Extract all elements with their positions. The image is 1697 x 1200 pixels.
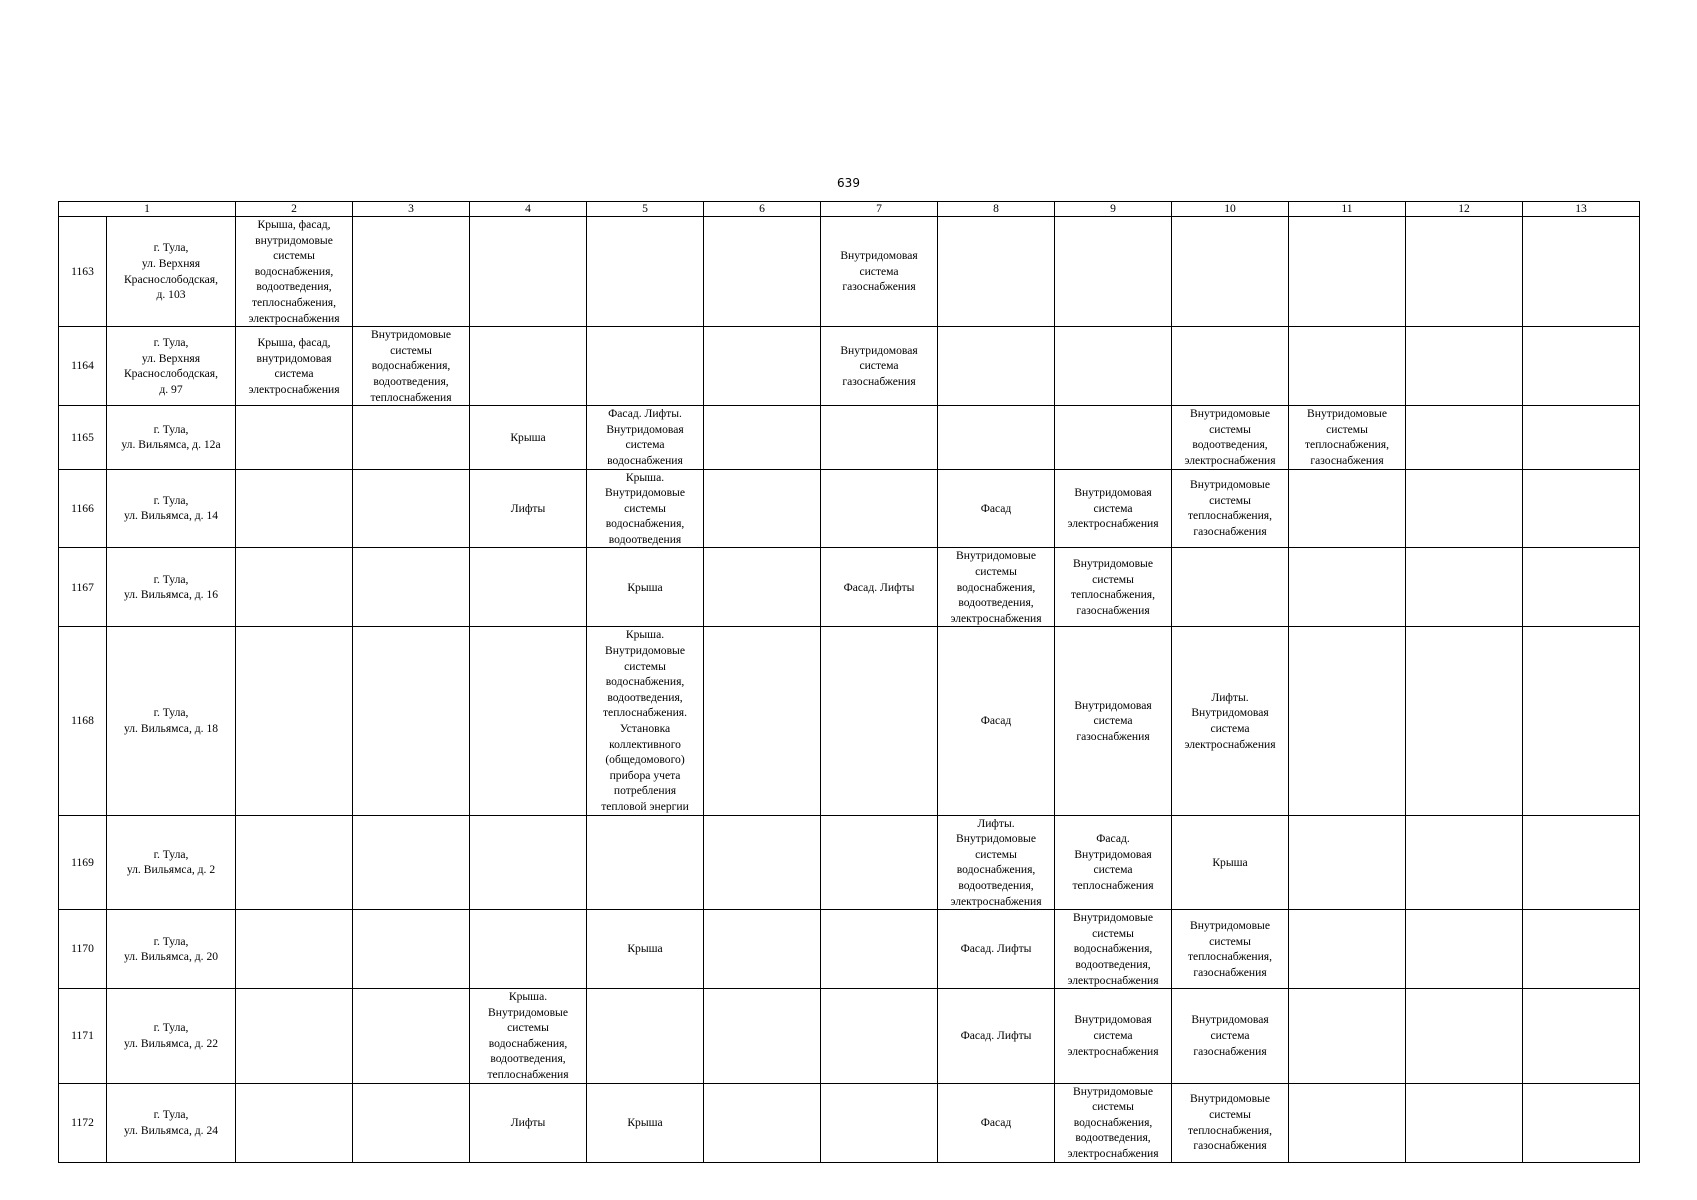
work-cell (704, 815, 821, 910)
table-row (59, 1083, 1640, 1162)
row-number: 1171 (59, 989, 107, 1084)
work-cell (821, 1083, 938, 1162)
work-cell (236, 548, 353, 627)
work-cell: Внутридомовая система газоснабжения (1172, 989, 1289, 1084)
work-cell (587, 327, 704, 406)
work-cell: Крыша, фасад, внутридомовая система электроснабжения (236, 327, 353, 406)
table-row (59, 327, 1640, 406)
work-cell: Внутридомовая система газоснабжения (821, 217, 938, 327)
work-cell (704, 327, 821, 406)
work-cell: Крыша, фасад, внутридомовые системы водоснабжения, водоотведения, теплоснабжения, электроснабжения (236, 217, 353, 327)
row-number: 1166 (59, 469, 107, 548)
work-cell: Фасад. Лифты (938, 989, 1055, 1084)
work-cell (1172, 548, 1289, 627)
work-cell (236, 469, 353, 548)
work-cell (1406, 548, 1523, 627)
address-cell: г. Тула, ул. Верхняя Краснослободская, д. 103 (107, 217, 236, 327)
work-cell: Внутридомовая система электроснабжения (1055, 469, 1172, 548)
work-cell: Фасад (938, 627, 1055, 815)
work-cell (1055, 406, 1172, 469)
table-row (59, 217, 1640, 327)
work-cell (821, 910, 938, 989)
table-row (59, 469, 1640, 548)
work-cell (236, 406, 353, 469)
column-header: 6 (704, 202, 821, 217)
work-cell (353, 406, 470, 469)
page-number: 639 (837, 176, 860, 190)
work-cell (821, 469, 938, 548)
work-cell (1523, 627, 1640, 815)
work-cell: Внутридомовые системы теплоснабжения, газоснабжения (1055, 548, 1172, 627)
work-cell (470, 327, 587, 406)
table-row (59, 815, 1640, 910)
work-cell: Внутридомовая система газоснабжения (1055, 627, 1172, 815)
work-cell: Лифты (470, 469, 587, 548)
work-cell (1172, 327, 1289, 406)
work-cell (353, 989, 470, 1084)
work-cell (821, 406, 938, 469)
work-cell (704, 910, 821, 989)
work-cell (1289, 327, 1406, 406)
column-header: 10 (1172, 202, 1289, 217)
address-cell: г. Тула, ул. Вильямса, д. 20 (107, 910, 236, 989)
work-cell (938, 217, 1055, 327)
work-cell (353, 910, 470, 989)
work-cell (1523, 548, 1640, 627)
work-cell: Крыша. Внутридомовые системы водоснабжения, водоотведения, теплоснабжения. Установка коллективного (общедомового) прибора учета потребления тепловой энергии (587, 627, 704, 815)
work-cell: Внутридомовые системы водоснабжения, водоотведения, электроснабжения (1055, 910, 1172, 989)
work-cell: Крыша (470, 406, 587, 469)
work-cell: Внутридомовые системы водоотведения, электроснабжения (1172, 406, 1289, 469)
work-cell: Крыша (587, 1083, 704, 1162)
work-cell: Внутридомовые системы теплоснабжения, газоснабжения (1172, 1083, 1289, 1162)
work-cell (470, 217, 587, 327)
row-number: 1169 (59, 815, 107, 910)
work-cell (1289, 217, 1406, 327)
work-cell (1289, 1083, 1406, 1162)
work-cell: Крыша. Внутридомовые системы водоснабжения, водоотведения (587, 469, 704, 548)
work-cell (236, 1083, 353, 1162)
work-cell (704, 1083, 821, 1162)
table-header-row (59, 202, 1640, 217)
work-cell (1406, 217, 1523, 327)
row-number: 1170 (59, 910, 107, 989)
work-cell (1289, 815, 1406, 910)
address-cell: г. Тула, ул. Вильямса, д. 22 (107, 989, 236, 1084)
work-cell (353, 469, 470, 548)
table-row (59, 548, 1640, 627)
work-cell (1523, 406, 1640, 469)
work-cell: Внутридомовые системы теплоснабжения, газоснабжения (1289, 406, 1406, 469)
work-cell (1523, 469, 1640, 548)
work-cell: Фасад. Лифты. Внутридомовая система водоснабжения (587, 406, 704, 469)
work-cell (1523, 217, 1640, 327)
work-cell (1289, 989, 1406, 1084)
address-cell: г. Тула, ул. Вильямса, д. 24 (107, 1083, 236, 1162)
work-cell (821, 815, 938, 910)
work-cell: Внутридомовые системы теплоснабжения, газоснабжения (1172, 469, 1289, 548)
work-cell: Фасад. Внутридомовая система теплоснабжения (1055, 815, 1172, 910)
work-cell (1406, 327, 1523, 406)
work-cell (1055, 327, 1172, 406)
work-cell (1289, 469, 1406, 548)
column-header: 5 (587, 202, 704, 217)
work-cell (821, 989, 938, 1084)
work-cell: Крыша. Внутридомовые системы водоснабжения, водоотведения, теплоснабжения (470, 989, 587, 1084)
table-row (59, 406, 1640, 469)
work-cell: Внутридомовая система электроснабжения (1055, 989, 1172, 1084)
work-cell (704, 217, 821, 327)
work-cell (704, 406, 821, 469)
work-cell: Лифты. Внутридомовые системы водоснабжения, водоотведения, электроснабжения (938, 815, 1055, 910)
column-header: 4 (470, 202, 587, 217)
address-cell: г. Тула, ул. Вильямса, д. 12а (107, 406, 236, 469)
address-cell: г. Тула, ул. Вильямса, д. 18 (107, 627, 236, 815)
work-cell (1055, 217, 1172, 327)
column-header: 3 (353, 202, 470, 217)
work-cell (236, 815, 353, 910)
work-cell (821, 627, 938, 815)
column-header: 2 (236, 202, 353, 217)
work-cell: Внутридомовые системы теплоснабжения, газоснабжения (1172, 910, 1289, 989)
work-cell (236, 989, 353, 1084)
work-cell (704, 548, 821, 627)
work-cell (470, 815, 587, 910)
work-cell: Внутридомовые системы водоснабжения, водоотведения, электроснабжения (1055, 1083, 1172, 1162)
work-cell (1523, 327, 1640, 406)
column-header: 1 (59, 202, 236, 217)
address-cell: г. Тула, ул. Вильямса, д. 14 (107, 469, 236, 548)
work-cell: Крыша (587, 910, 704, 989)
table-row (59, 989, 1640, 1084)
work-cell: Лифты. Внутридомовая система электроснабжения (1172, 627, 1289, 815)
work-cell (938, 327, 1055, 406)
work-cell: Крыша (587, 548, 704, 627)
work-cell (470, 548, 587, 627)
work-cell (1406, 406, 1523, 469)
work-cell (1523, 1083, 1640, 1162)
address-cell: г. Тула, ул. Вильямса, д. 16 (107, 548, 236, 627)
row-number: 1172 (59, 1083, 107, 1162)
table-row (59, 910, 1640, 989)
work-cell (1406, 469, 1523, 548)
work-cell (1289, 627, 1406, 815)
work-cell (587, 989, 704, 1084)
work-cell (1406, 910, 1523, 989)
work-cell (353, 815, 470, 910)
work-cell (1523, 815, 1640, 910)
column-header: 7 (821, 202, 938, 217)
row-number: 1164 (59, 327, 107, 406)
column-header: 12 (1406, 202, 1523, 217)
work-cell: Фасад (938, 1083, 1055, 1162)
work-cell: Крыша (1172, 815, 1289, 910)
work-cell: Лифты (470, 1083, 587, 1162)
work-cell (938, 406, 1055, 469)
column-header: 13 (1523, 202, 1640, 217)
column-header: 11 (1289, 202, 1406, 217)
row-number: 1168 (59, 627, 107, 815)
column-header: 9 (1055, 202, 1172, 217)
work-cell (470, 910, 587, 989)
work-cell (704, 627, 821, 815)
address-cell: г. Тула, ул. Верхняя Краснослободская, д. 97 (107, 327, 236, 406)
work-cell (236, 627, 353, 815)
work-cell: Внутридомовые системы водоснабжения, водоотведения, теплоснабжения (353, 327, 470, 406)
row-number: 1167 (59, 548, 107, 627)
column-header: 8 (938, 202, 1055, 217)
row-number: 1165 (59, 406, 107, 469)
table-row (59, 627, 1640, 815)
work-cell (587, 217, 704, 327)
repair-schedule-table (58, 201, 1640, 1163)
work-cell (353, 1083, 470, 1162)
work-cell (704, 469, 821, 548)
row-number: 1163 (59, 217, 107, 327)
address-cell: г. Тула, ул. Вильямса, д. 2 (107, 815, 236, 910)
work-cell (1172, 217, 1289, 327)
work-cell (1406, 989, 1523, 1084)
work-cell (1289, 910, 1406, 989)
work-cell (1523, 910, 1640, 989)
work-cell: Фасад. Лифты (821, 548, 938, 627)
work-cell (470, 627, 587, 815)
work-cell (1406, 815, 1523, 910)
work-cell (1289, 548, 1406, 627)
work-cell (353, 217, 470, 327)
work-cell (1523, 989, 1640, 1084)
work-cell: Фасад. Лифты (938, 910, 1055, 989)
work-cell: Внутридомовая система газоснабжения (821, 327, 938, 406)
work-cell (353, 548, 470, 627)
work-cell (353, 627, 470, 815)
work-cell (704, 989, 821, 1084)
work-cell (1406, 627, 1523, 815)
work-cell (1406, 1083, 1523, 1162)
work-cell: Внутридомовые системы водоснабжения, водоотведения, электроснабжения (938, 548, 1055, 627)
work-cell: Фасад (938, 469, 1055, 548)
work-cell (236, 910, 353, 989)
work-cell (587, 815, 704, 910)
